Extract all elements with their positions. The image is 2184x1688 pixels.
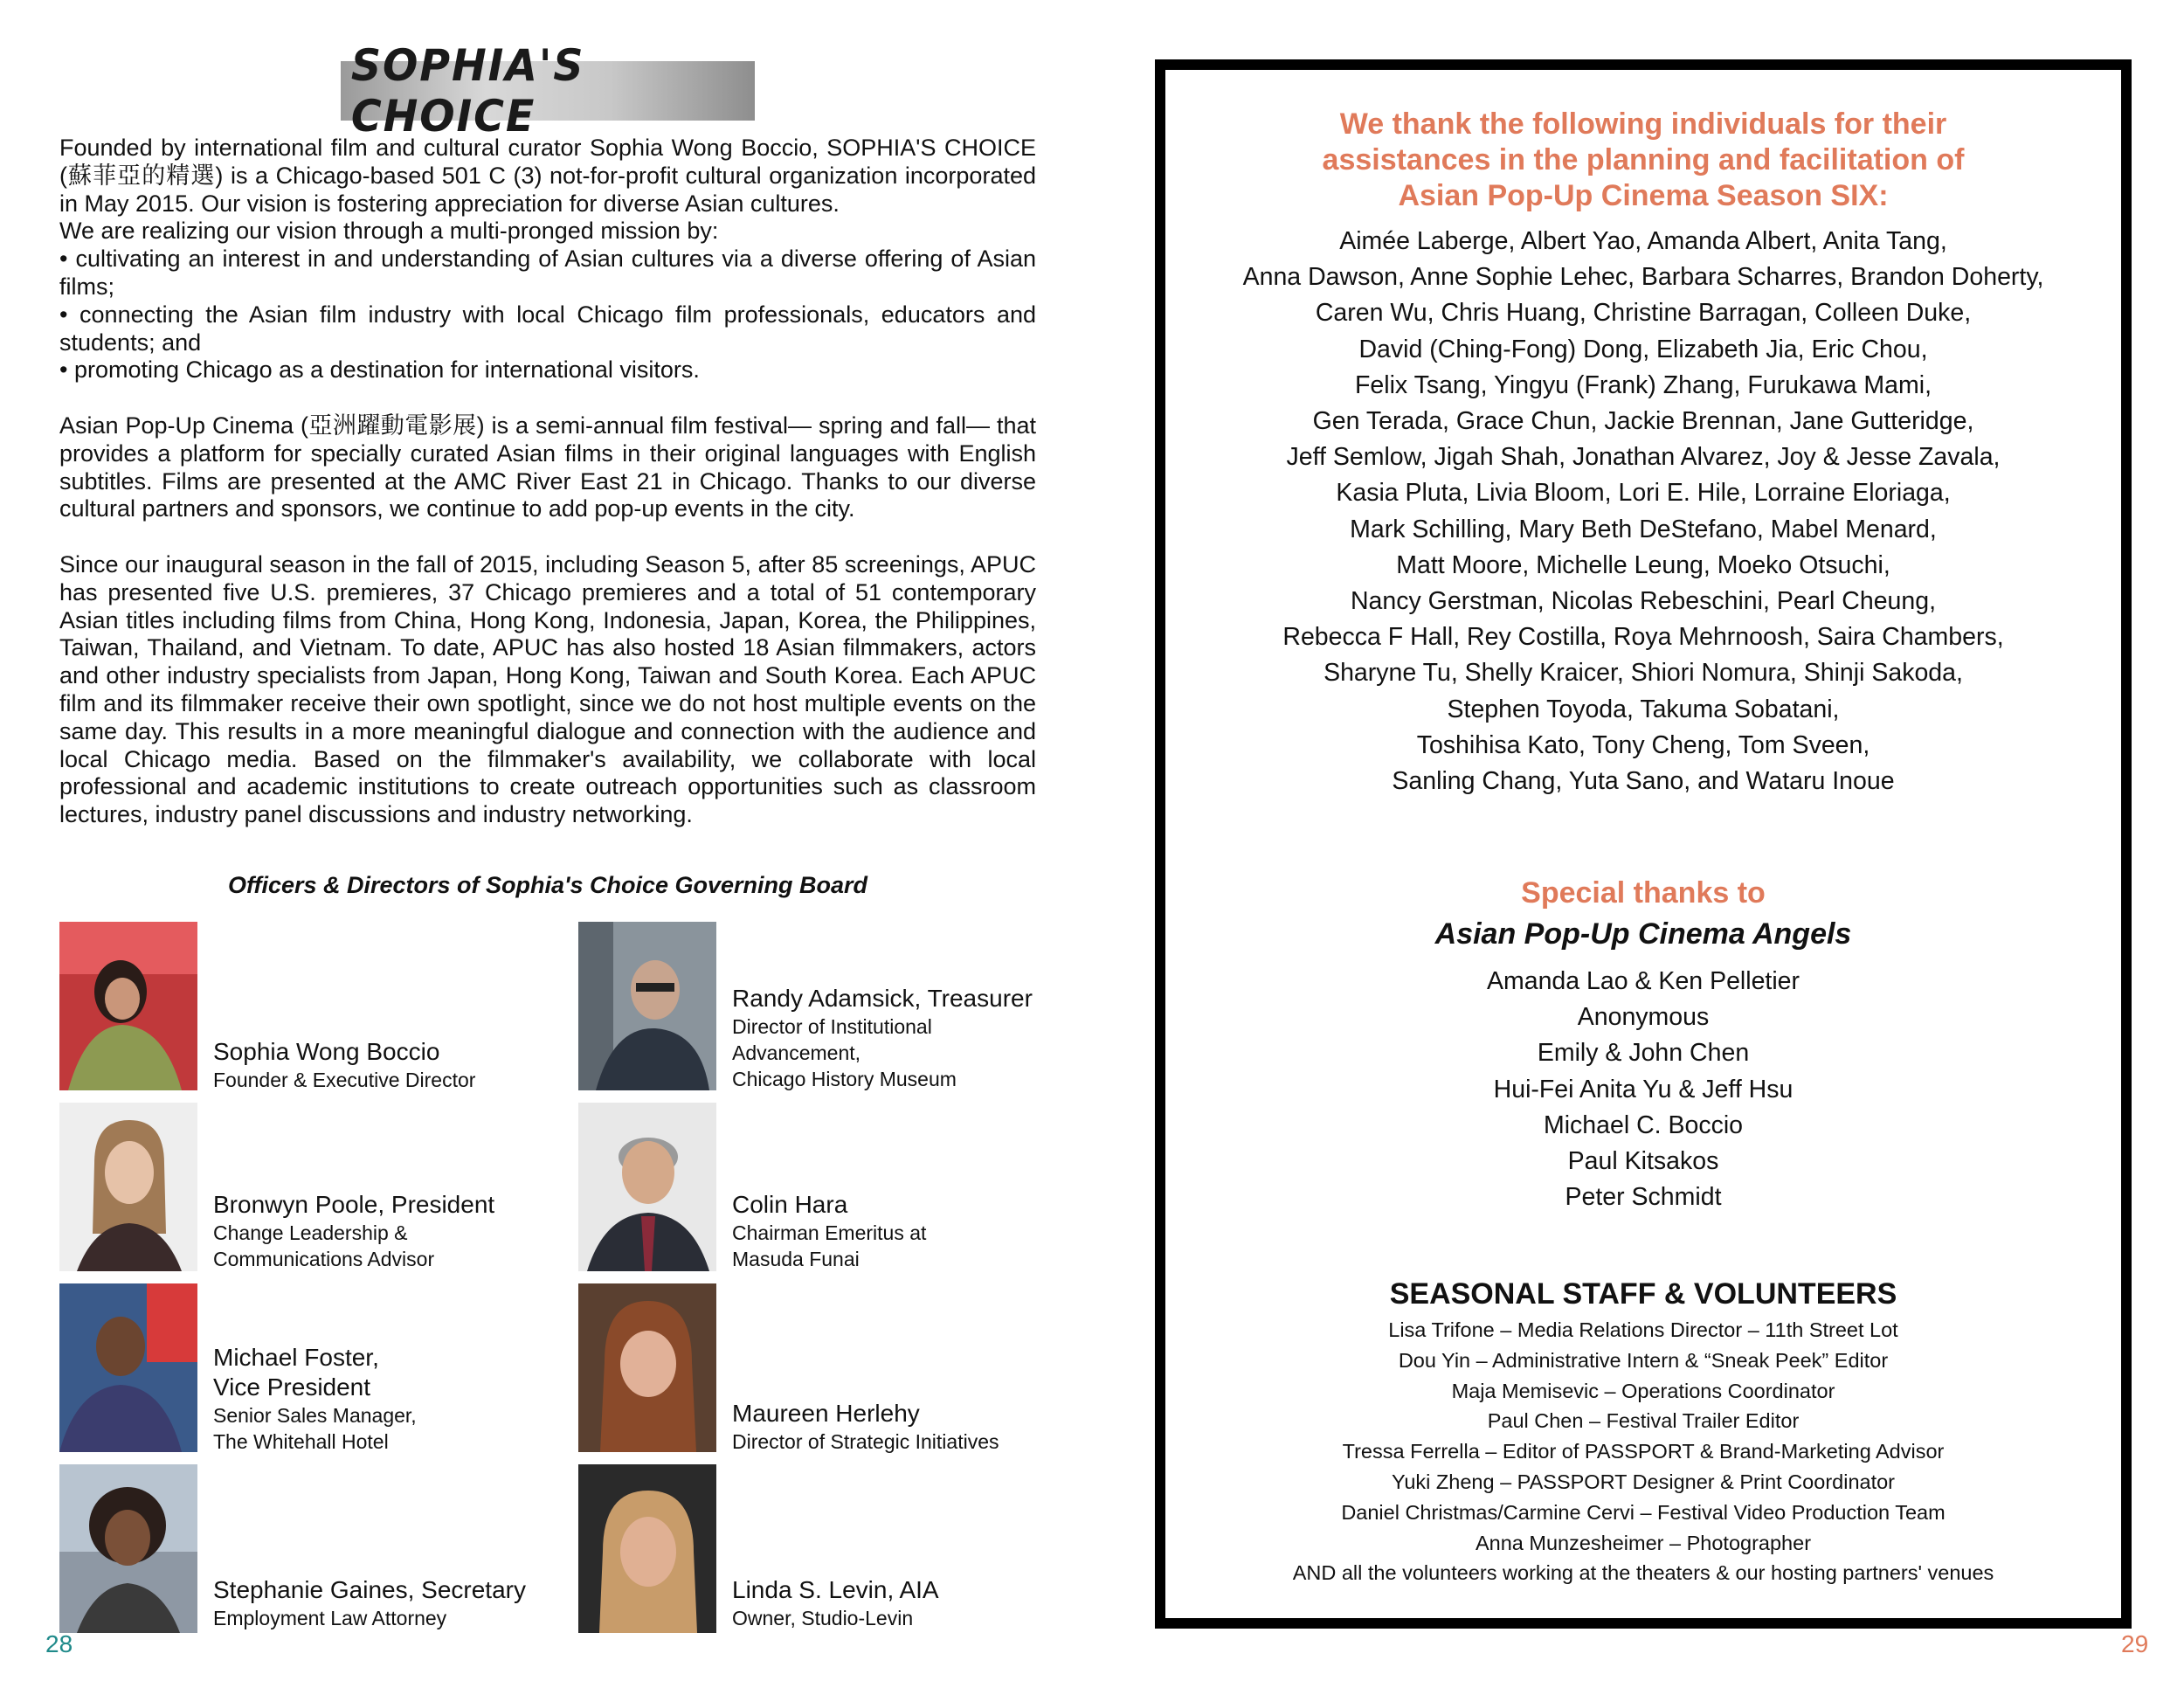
mission-bullet: • cultivating an interest in and understanding of Asian cultures via a diverse offering of Asian films; — [59, 246, 1036, 300]
page-number-right: 29 — [2121, 1630, 2149, 1657]
staff-list — [1155, 1315, 2132, 1588]
photo-colin-hara — [578, 1103, 716, 1271]
staff-line: Yuki Zheng – PASSPORT Designer & Print Coordinator — [1391, 1470, 1896, 1493]
staff-line: Paul Chen – Festival Trailer Editor — [1487, 1409, 1800, 1433]
staff-line: Dou Yin – Administrative Intern & “Sneak Peek” Editor — [1398, 1348, 1889, 1372]
thanks-names-line: Toshihisa Kato, Tony Cheng, Tom Sveen, — [1416, 730, 1870, 759]
intro-paragraph-2: Asian Pop-Up Cinema (亞洲躍動電影展) is a semi-annual film festival— spring and fall— that provides a platform for specially curated Asian films in their original languages with English subtitles. Films are presented at the AMC River East 21 in Chicago. Thanks to our diverse cultural partners and sponsors, we continue to add pop-up events in the city. — [59, 412, 1036, 522]
mission-intro: We are realizing our vision through a multi-pronged mission by: — [59, 218, 719, 245]
thanks-names-line: Kasia Pluta, Livia Bloom, Lori E. Hile, Lorraine Eloriaga, — [1336, 479, 1951, 508]
photo-linda-levin — [578, 1464, 716, 1633]
member-michael-foster — [213, 1343, 417, 1455]
member-role: Founder & Executive Director — [213, 1069, 476, 1091]
staff-title: SEASONAL STAFF & VOLUNTEERS — [1389, 1277, 1897, 1311]
page-number-left: 28 — [45, 1630, 73, 1657]
photo-sophia-wong-boccio — [59, 922, 197, 1090]
staff-line: Lisa Trifone – Media Relations Director – 11th Street Lot — [1388, 1318, 1898, 1341]
member-stephanie-gaines — [213, 1575, 526, 1631]
photo-maureen-herlehy — [578, 1283, 716, 1452]
angels-list — [1155, 964, 2132, 1215]
thanks-names-line: Stephen Toyoda, Takuma Sobatani, — [1447, 695, 1840, 723]
thanks-names-line: Mark Schilling, Mary Beth DeStefano, Mabel Menard, — [1350, 515, 1937, 543]
angel-name: Paul Kitsakos — [1567, 1147, 1719, 1176]
member-role: Change Leadership & — [213, 1221, 408, 1244]
member-sophia-wong-boccio — [213, 1037, 475, 1093]
thanks-names-line: Nancy Gerstman, Nicolas Rebeschini, Pearl Cheung, — [1350, 587, 1937, 616]
member-name: Michael Foster, — [213, 1344, 379, 1371]
page-title: SOPHIA'S CHOICE — [350, 40, 585, 142]
thanks-names-line: Gen Terada, Grace Chun, Jackie Brennan, Jane Gutteridge, — [1312, 407, 1974, 436]
angels-title: Asian Pop-Up Cinema Angels — [1434, 917, 1852, 951]
angel-name: Michael C. Boccio — [1543, 1110, 1744, 1139]
member-title: Vice President — [213, 1373, 371, 1401]
thanks-heading-line: We thank the following individuals for their — [1339, 107, 1947, 141]
sophias-choice-title-banner — [341, 40, 755, 142]
member-role: Chairman Emeritus at — [732, 1221, 927, 1244]
photo-bronwyn-poole — [59, 1103, 197, 1271]
mission-bullet: • connecting the Asian film industry with local Chicago film professionals, educators and students; and — [59, 301, 1036, 356]
thanks-heading — [1155, 107, 2132, 214]
member-name: Colin Hara — [732, 1191, 848, 1218]
angel-name: Peter Schmidt — [1565, 1183, 1722, 1212]
member-role: Advancement, — [732, 1041, 861, 1064]
photo-stephanie-gaines — [59, 1464, 197, 1633]
angel-name: Amanda Lao & Ken Pelletier — [1486, 967, 1800, 995]
staff-line: Anna Munzesheimer – Photographer — [1475, 1531, 1812, 1554]
staff-line: AND all the volunteers working at the theaters & our hosting partners' venues — [1292, 1561, 1994, 1585]
staff-line: Daniel Christmas/Carmine Cervi – Festival Video Production Team — [1341, 1500, 1946, 1524]
member-role: The Whitehall Hotel — [213, 1430, 389, 1453]
member-name: Maureen Herlehy — [732, 1400, 920, 1427]
member-role: Employment Law Attorney — [213, 1607, 447, 1629]
member-linda-levin — [732, 1575, 939, 1631]
thanks-names-line: Sharyne Tu, Shelly Kraicer, Shiori Nomura, Shinji Sakoda, — [1324, 659, 1963, 688]
thanks-names-line: Sanling Chang, Yuta Sano, and Wataru Inoue — [1392, 767, 1895, 796]
intro-paragraph-3: Since our inaugural season in the fall of 2015, including Season 5, after 85 screenings, APUC has presented five U.S. premieres, 37 Chicago premieres and a total of 51 contemporary Asian titles including films from China, Hong Kong, Indonesia, Japan, Korea, the Philippines, Taiwan, Thailand, and Vietnam. To date, APUC has also hosted 18 Asian filmmakers, actors and other industry specialists from Japan, Hong Kong, Taiwan and South Korea. Each APUC film and its filmmaker receive their own spotlight, since we do not host multiple events on the same day. This results in a more meaningful dialogue and connection with the audience and local Chicago media. Based on the filmmaker's availability, we collaborate with local professional and academic institutions to create outreach opportunities such as classroom lectures, industry panel discussions and industry networking. — [59, 550, 1036, 828]
thanks-names-list — [1155, 224, 2132, 799]
staff-line: Maja Memisevic – Operations Coordinator — [1451, 1379, 1835, 1402]
thanks-names-line: Felix Tsang, Yingyu (Frank) Zhang, Furukawa Mami, — [1355, 370, 1932, 399]
thanks-names-line: Caren Wu, Chris Huang, Christine Barragan, Colleen Duke, — [1315, 299, 1972, 328]
board-title: Officers & Directors of Sophia's Choice Governing Board — [227, 872, 868, 898]
member-name: Randy Adamsick, Treasurer — [732, 985, 1033, 1012]
member-role: Owner, Studio-Levin — [732, 1607, 914, 1629]
thanks-names-line: Matt Moore, Michelle Leung, Moeko Otsuchi, — [1396, 550, 1890, 579]
member-colin-hara — [732, 1190, 926, 1272]
angel-name: Hui-Fei Anita Yu & Jeff Hsu — [1493, 1075, 1794, 1103]
member-role: Senior Sales Manager, — [213, 1404, 417, 1427]
thanks-names-line: David (Ching-Fong) Dong, Elizabeth Jia, Eric Chou, — [1358, 335, 1928, 363]
intro-text — [59, 135, 1036, 829]
member-name: Sophia Wong Boccio — [213, 1038, 440, 1065]
member-name: Stephanie Gaines, Secretary — [213, 1576, 526, 1603]
thanks-names-line: Jeff Semlow, Jigah Shah, Jonathan Alvarez, Joy & Jesse Zavala, — [1286, 443, 2001, 472]
angel-name: Anonymous — [1577, 1003, 1710, 1032]
thanks-names-line: Rebecca F Hall, Rey Costilla, Roya Mehrnoosh, Saira Chambers, — [1282, 623, 2004, 652]
member-role: Director of Institutional — [732, 1015, 932, 1038]
thanks-heading-line: assistances in the planning and facilitation of — [1322, 143, 1965, 176]
thanks-names-line: Anna Dawson, Anne Sophie Lehec, Barbara Scharres, Brandon Doherty, — [1242, 263, 2044, 292]
mission-bullet: • promoting Chicago as a destination for international visitors. — [59, 356, 700, 384]
member-bronwyn-poole — [213, 1190, 494, 1272]
staff-line: Tressa Ferrella – Editor of PASSPORT & Brand-Marketing Advisor — [1342, 1440, 1945, 1463]
special-thanks-heading: Special thanks to — [1521, 876, 1766, 910]
member-maureen-herlehy — [732, 1399, 999, 1455]
thanks-names-line: Aimée Laberge, Albert Yao, Amanda Albert, Anita Tang, — [1339, 227, 1947, 255]
photo-randy-adamsick — [578, 922, 716, 1090]
member-name: Bronwyn Poole, President — [213, 1191, 495, 1218]
photo-michael-foster — [59, 1283, 197, 1452]
angel-name: Emily & John Chen — [1537, 1039, 1750, 1068]
intro-paragraph-1: Founded by international film and cultural curator Sophia Wong Boccio, SOPHIA'S CHOICE (蘇菲亞的精選) is a Chicago-based 501 C (3) not-for-profit cultural organization incorporated in May 2015. Our vision is fostering appreciation for diverse Asian cultures. — [59, 135, 1036, 217]
member-randy-adamsick — [732, 984, 1033, 1092]
member-role: Chicago History Museum — [732, 1068, 957, 1090]
member-role: Communications Advisor — [213, 1248, 435, 1270]
member-role: Director of Strategic Initiatives — [732, 1430, 999, 1453]
thanks-heading-line: Asian Pop-Up Cinema Season SIX: — [1398, 179, 1889, 212]
member-role: Masuda Funai — [732, 1248, 860, 1270]
member-name: Linda S. Levin, AIA — [732, 1576, 939, 1603]
